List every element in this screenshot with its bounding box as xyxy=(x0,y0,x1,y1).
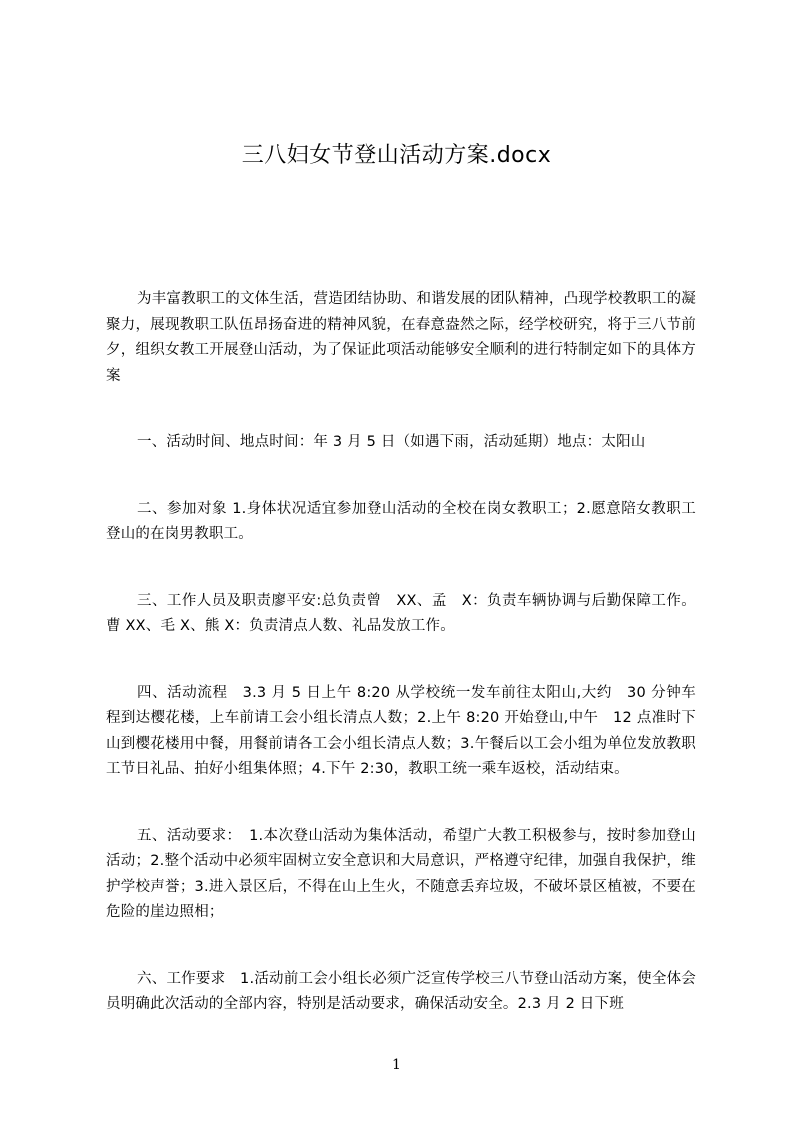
document-title: 三八妇女节登山活动方案.docx xyxy=(241,143,552,168)
document-body xyxy=(106,287,696,1059)
paragraph-intro: 为丰富教职工的文体生活，营造团结协助、和谐发展的团队精神，凸现学校教职工的凝聚力，展现教职工队伍昂扬奋进的精神风貌，在春意盎然之际，经学校研究，将于三八节前夕，组织女教工开展登山活动，为了保证此项活动能够安全顺利的进行特制定如下的具体方案 xyxy=(106,291,696,384)
page-number: 1 xyxy=(392,1057,401,1073)
paragraph-activity-requirements: 五、活动要求： 1.本次登山活动为集体活动，希望广大教工积极参与，按时参加登山活动；2.整个活动中必须牢固树立安全意识和大局意识，严格遵守纪律，加强自我保护，维护学校声誉；3.进入景区后，不得在山上生火，不随意丢弃垃圾，不破坏景区植被，不要在危险的崖边照相； xyxy=(106,827,696,920)
paragraph-time-location: 一、活动时间、地点时间：年 3 月 5 日（如遇下雨，活动延期）地点：太阳山 xyxy=(137,434,646,450)
paragraph-work-requirements: 六、工作要求 1.活动前工会小组长必须广泛宣传学校三八节登山活动方案，使全体会员明确此次活动的全部内容，特别是活动要求，确保活动安全。2.3 月 2 日下班 xyxy=(106,970,696,1012)
paragraph-participants: 二、参加对象 1.身体状况适宜参加登山活动的全校在岗女教职工；2.愿意陪女教职工登山的在岗男教职工。 xyxy=(106,500,696,542)
paragraph-staff-duties: 三、工作人员及职责廖平安:总负责曾 XX、孟 X：负责车辆协调与后勤保障工作。曹 XX、毛 X、熊 X：负责清点人数、礼品发放工作。 xyxy=(106,592,696,634)
paragraph-activity-flow: 四、活动流程 3.3 月 5 日上午 8:20 从学校统一发车前往太阳山,大约 30 分钟车程到达樱花楼，上车前请工会小组长清点人数；2.上午 8:20 开始登山,中午 12 点准时下山到樱花楼用中餐，用餐前请各工会小组长清点人数；3.午餐后以工会小组为单位发放教职工节日礼品、拍好小组集体照；4.下午 2:30，教职工统一乘车返校，活动结束。 xyxy=(106,684,696,777)
